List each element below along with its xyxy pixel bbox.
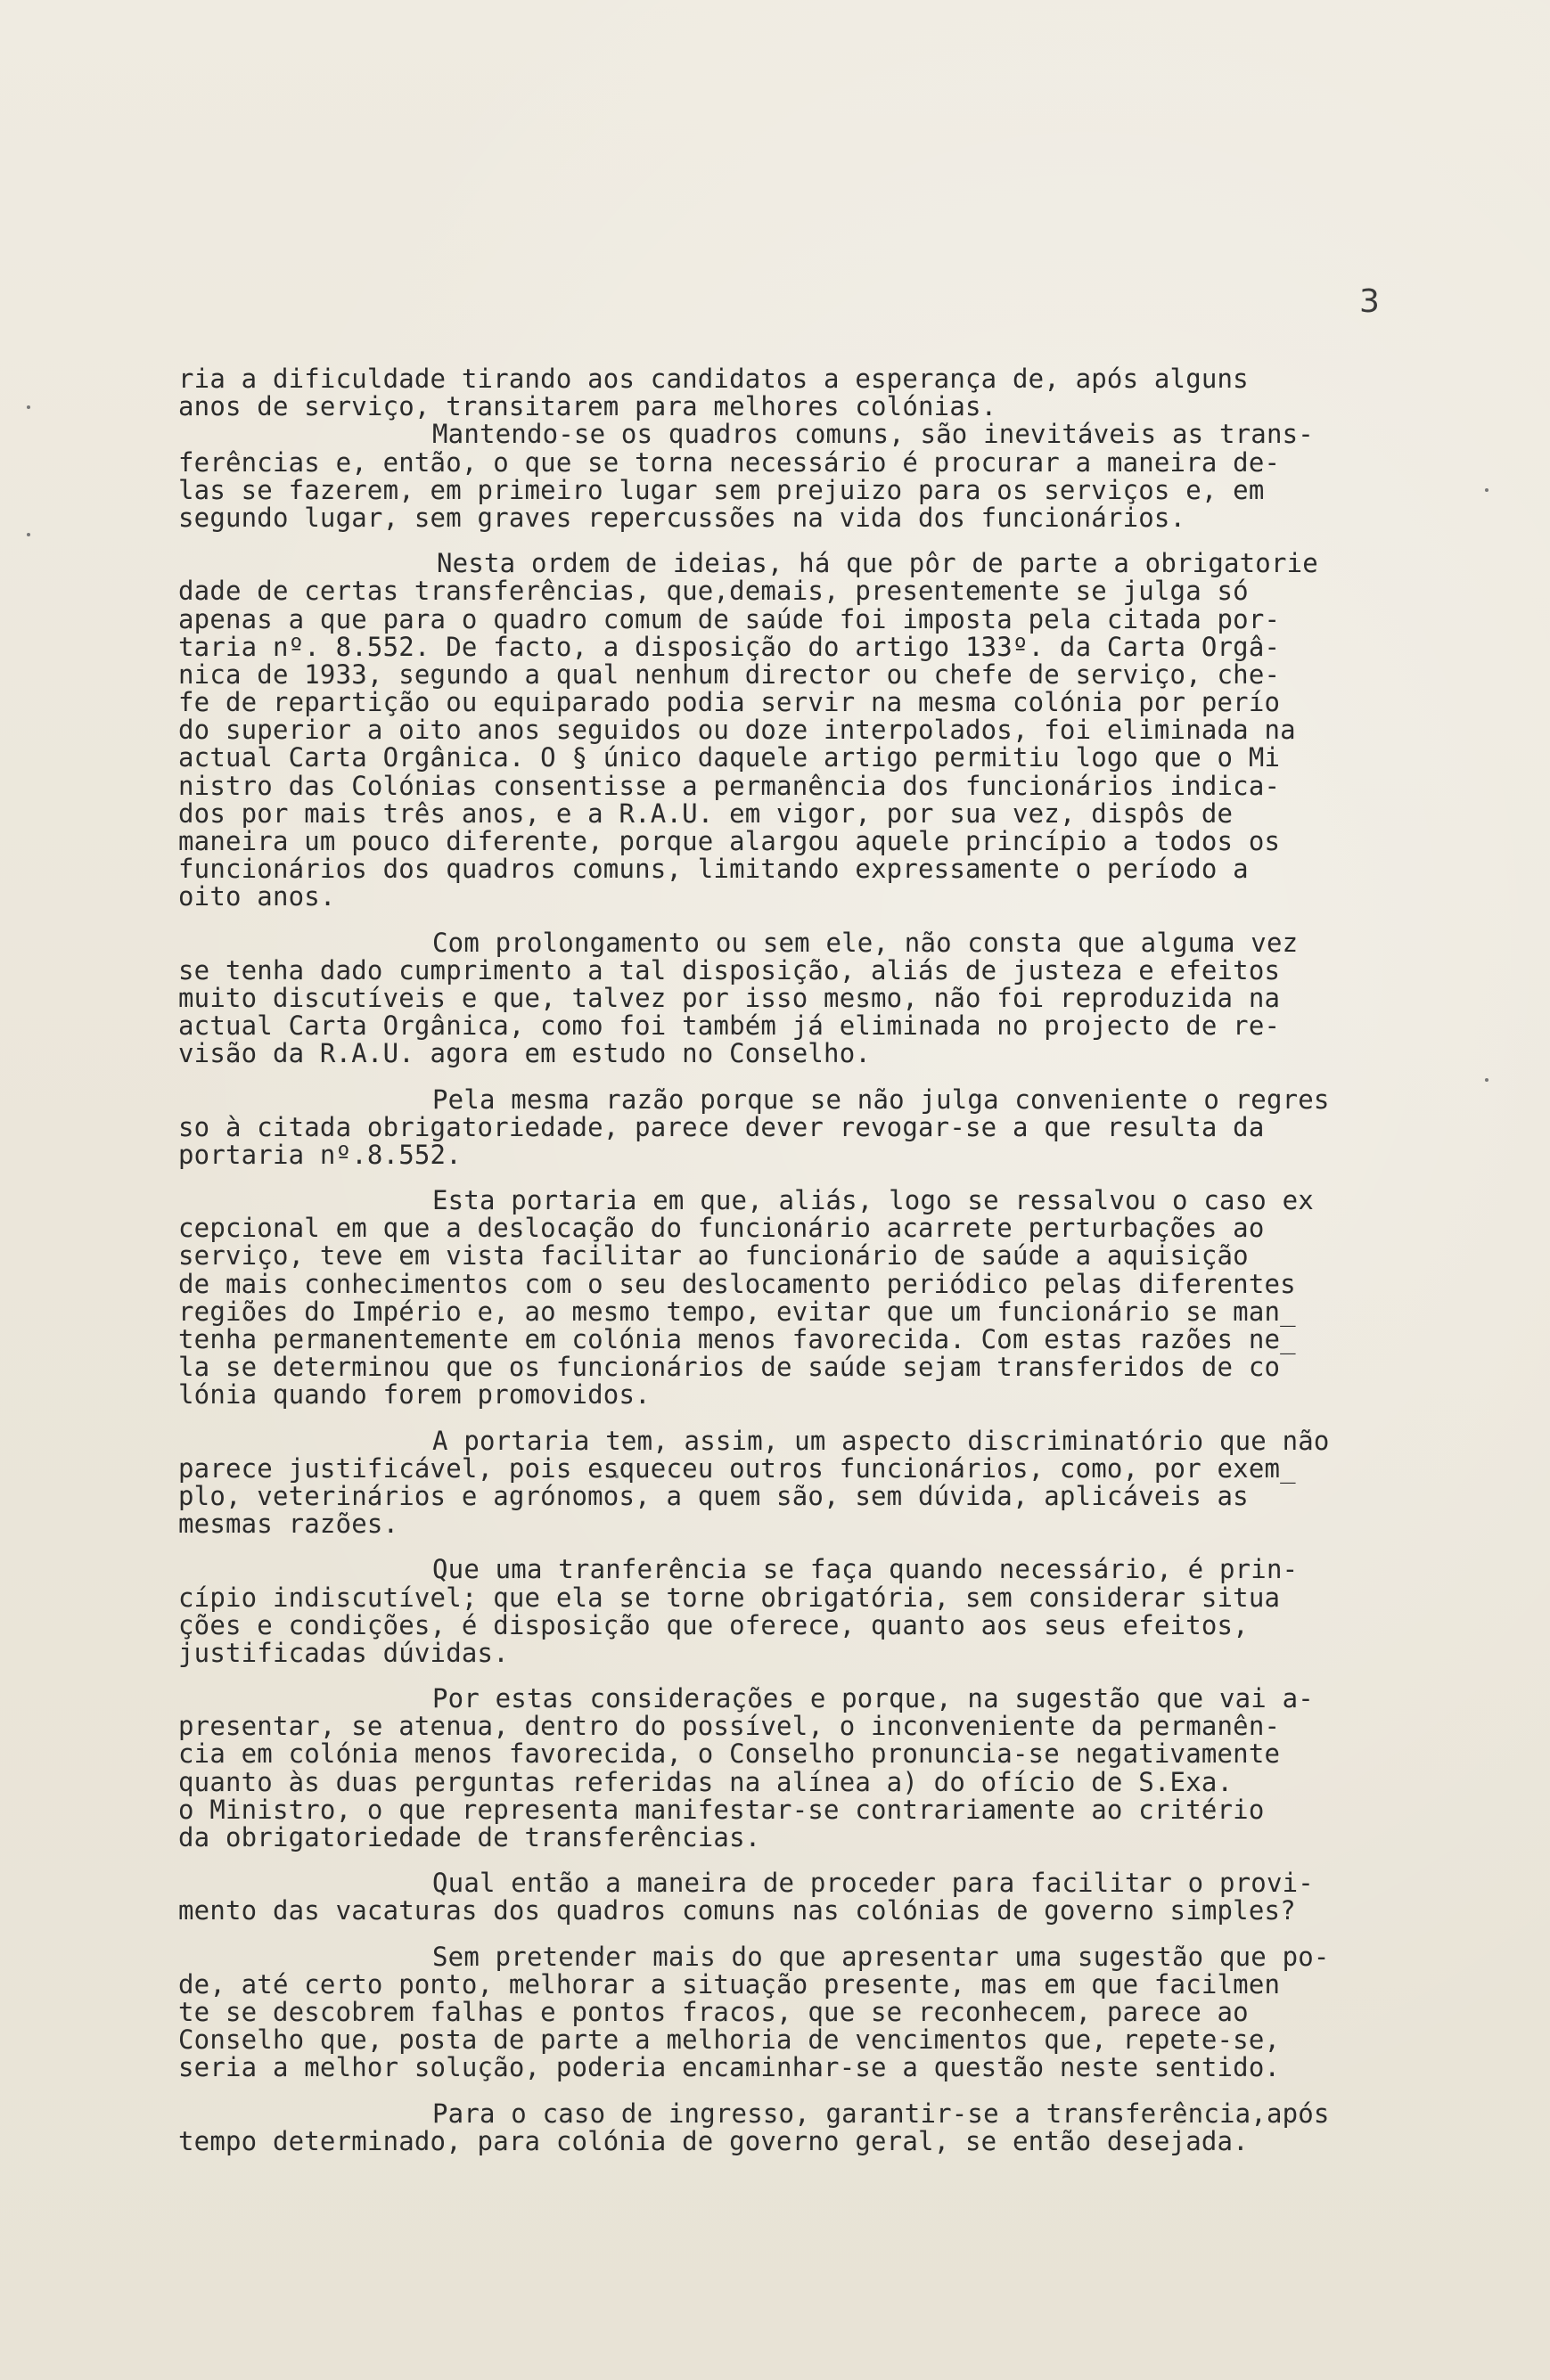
paragraph	[178, 1556, 1466, 1667]
paragraph	[178, 1943, 1466, 2082]
text-line: mesmas razões.	[178, 1509, 399, 1540]
text-line: nica de 1933, segundo a qual nenhum director ou chefe de serviço, che-	[178, 658, 1281, 690]
text-line: la se determinou que os funcionários de saúde sejam transferidos de co	[178, 1352, 1281, 1383]
text-line: o Ministro, o que representa manifestar-se contrariamente ao critério	[178, 1794, 1265, 1825]
text-line: so à citada obrigatoriedade, parece dever revogar-se a que resulta da	[178, 1111, 1265, 1142]
paragraph	[178, 550, 1466, 911]
text-line: fe de repartição ou equiparado podia servir na mesma colónia por perío	[178, 687, 1281, 718]
text-line: regiões do Império e, ao mesmo tempo, evitar que um funcionário se man_	[178, 1296, 1296, 1327]
margin-dot	[27, 405, 30, 409]
text-line: Por estas considerações e porque, na sugestão que vai a-	[432, 1683, 1314, 1714]
margin-dot	[1485, 1078, 1488, 1082]
text-line: quanto às duas perguntas referidas na alínea a) do ofício de S.Exa.	[178, 1766, 1234, 1797]
paragraph	[178, 1685, 1466, 1852]
text-line: Nesta ordem de ideias, há que pôr de parte a obrigatorie	[437, 548, 1318, 579]
text-line: nistro das Colónias consentisse a permanência dos funcionários indica-	[178, 770, 1281, 801]
text-line: plo, veterinários e agrónomos, a quem são, sem dúvida, aplicáveis as	[178, 1480, 1249, 1511]
text-line: ria a dificuldade tirando aos candidatos a esperança de, após alguns	[178, 364, 1249, 394]
text-line: serviço, teve em vista facilitar ao funcionário de saúde a aquisição	[178, 1240, 1249, 1272]
text-line: segundo lugar, sem graves repercussões na vida dos funcionários.	[178, 502, 1186, 533]
text-line: cepcional em que a deslocação do funcionário acarrete perturbações ao	[178, 1213, 1265, 1244]
text-line: dos por mais três anos, e a R.A.U. em vigor, por sua vez, dispôs de	[178, 797, 1234, 829]
text-line: actual Carta Orgânica, como foi também já eliminada no projecto de re-	[178, 1010, 1281, 1042]
text-line: cia em colónia menos favorecida, o Conselho pronuncia-se negativamente	[178, 1738, 1281, 1770]
text-line: ções e condições, é disposição que oferece, quanto aos seus efeitos,	[178, 1609, 1249, 1640]
text-line: de, até certo ponto, melhorar a situação presente, mas em que facilmen	[178, 1968, 1281, 2000]
paragraph	[178, 2100, 1466, 2155]
text-line: oito anos.	[178, 881, 336, 912]
paragraph	[178, 421, 1466, 532]
paragraph	[178, 365, 1466, 421]
text-line: visão da R.A.U. agora em estudo no Conselho.	[178, 1038, 872, 1069]
paragraph	[178, 929, 1466, 1068]
text-line: Para o caso de ingresso, garantir-se a transferência,após	[432, 2098, 1330, 2129]
text-line: mento das vacaturas dos quadros comuns nas colónias de governo simples?	[178, 1895, 1296, 1926]
paragraph	[178, 1187, 1466, 1410]
text-line: Qual então a maneira de proceder para facilitar o provi-	[432, 1868, 1314, 1899]
text-line: Pela mesma razão porque se não julga conveniente o regres	[432, 1084, 1330, 1115]
text-line: maneira um pouco diferente, porque alargou aquele princípio a todos os	[178, 826, 1281, 856]
text-line: do superior a oito anos seguidos ou doze interpolados, foi eliminada na	[178, 715, 1296, 746]
text-line: Sem pretender mais do que apresentar uma sugestão que po-	[432, 1941, 1330, 1972]
margin-dot	[1485, 488, 1488, 492]
text-line: te se descobrem falhas e pontos fracos, que se reconhecem, parece ao	[178, 1996, 1249, 2027]
letter-body	[178, 365, 1466, 2155]
text-line: taria nº. 8.552. De facto, a disposição do artigo 133º. da Carta Orgâ-	[178, 631, 1281, 662]
text-line: actual Carta Orgânica. O § único daquele artigo permitiu logo que o Mi	[178, 742, 1281, 773]
text-line: Esta portaria em que, aliás, logo se ressalvou o caso ex	[432, 1185, 1314, 1216]
text-line: de mais conhecimentos com o seu deslocamento periódico pelas diferentes	[178, 1268, 1296, 1299]
text-line: funcionários dos quadros comuns, limitando expressamente o período a	[178, 854, 1249, 885]
text-line: da obrigatoriedade de transferências.	[178, 1822, 761, 1852]
text-line: dade de certas transferências, que,demais, presentemente se julga só	[178, 576, 1249, 607]
text-line: lónia quando forem promovidos.	[178, 1379, 651, 1411]
page-number: 3	[1359, 283, 1380, 320]
text-line: ferências e, então, o que se torna necessário é procurar a maneira de-	[178, 446, 1281, 478]
text-line: portaria nº.8.552.	[178, 1139, 462, 1170]
text-line: las se fazerem, em primeiro lugar sem prejuizo para os serviços e, em	[178, 474, 1265, 505]
text-line: anos de serviço, transitarem para melhores colónias.	[178, 391, 997, 422]
text-line: A portaria tem, assim, um aspecto discriminatório que não	[432, 1425, 1330, 1456]
paragraph	[178, 1427, 1466, 1539]
text-line: Que uma tranferência se faça quando necessário, é prin-	[432, 1554, 1299, 1585]
paragraph	[178, 1086, 1466, 1170]
text-line: tenha permanentemente em colónia menos favorecida. Com estas razões ne_	[178, 1324, 1296, 1354]
margin-dot	[27, 533, 30, 536]
text-line: presentar, se atenua, dentro do possível, o inconveniente da permanên-	[178, 1711, 1281, 1742]
text-line: se tenha dado cumprimento a tal disposição, aliás de justeza e efeitos	[178, 954, 1281, 986]
text-line: tempo determinado, para colónia de governo geral, se então desejada.	[178, 2125, 1249, 2156]
text-line: Conselho que, posta de parte a melhoria de vencimentos que, repete-se,	[178, 2024, 1281, 2056]
text-line: muito discutíveis e que, talvez por isso mesmo, não foi reproduzida na	[178, 982, 1281, 1013]
text-line: apenas a que para o quadro comum de saúde foi imposta pela citada por-	[178, 603, 1281, 634]
text-line: cípio indiscutível; que ela se torne obrigatória, sem considerar situa	[178, 1582, 1281, 1613]
text-line: justificadas dúvidas.	[178, 1637, 509, 1668]
text-line: seria a melhor solução, poderia encaminhar-se a questão neste sentido.	[178, 2052, 1281, 2083]
paragraph	[178, 1869, 1466, 1925]
text-line: Mantendo-se os quadros comuns, são inevitáveis as trans-	[432, 419, 1314, 450]
text-line: Com prolongamento ou sem ele, não consta que alguma vez	[432, 927, 1299, 958]
text-line: parece justificável, pois esqueceu outros funcionários, como, por exem_	[178, 1452, 1296, 1484]
